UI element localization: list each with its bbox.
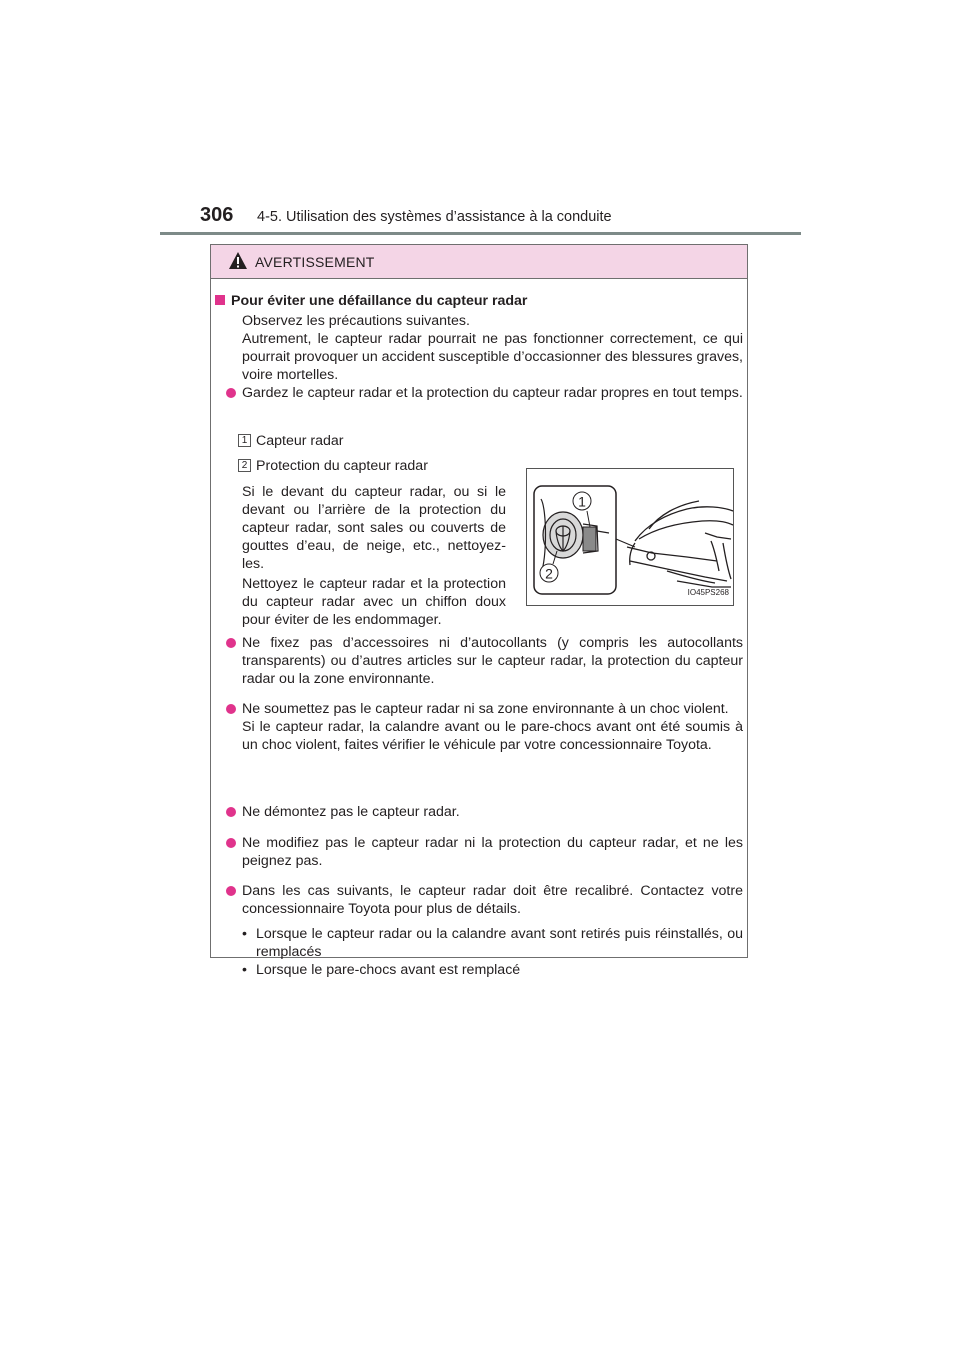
- radar-sensor-figure: [526, 468, 734, 606]
- square-bullet-icon: [215, 295, 225, 305]
- bullet-dot-icon: [226, 388, 236, 398]
- figure-label-2: 2: [545, 565, 553, 582]
- callout-label: Capteur radar: [256, 433, 344, 449]
- callout-number: 2: [238, 459, 251, 472]
- list-item: Ne fixez pas d’accessoires ni d’autocollants (y compris les autocollants transparents) ou d’autres articles sur le capteur radar, la protection du capteur radar ou la zone environnante.: [225, 634, 743, 688]
- bullet-dot-icon: [226, 838, 236, 848]
- bullet-dot-icon: [226, 704, 236, 714]
- list-item: Ne modifiez pas le capteur radar ni la protection du capteur radar, et ne les peignez pas.: [225, 834, 743, 870]
- callout-1: [238, 432, 508, 450]
- page-number: 306: [200, 204, 234, 226]
- warning-header: [211, 245, 747, 279]
- warning-box: [210, 244, 748, 978]
- figure-label-1: 1: [578, 493, 586, 510]
- list-item: Dans les cas suivants, le capteur radar doit être recalibré. Contactez votre concessionnaire Toyota pour plus de détails.: [225, 882, 743, 918]
- figure-code: IO45PS268: [687, 588, 729, 597]
- warning-triangle-icon: [228, 251, 248, 270]
- intro-text: Observez les précautions suivantes. Autrement, le capteur radar pourrait ne pas fonctionner correctement, ce qui pourrait provoquer un accident susceptible d’occasionner des blessures graves, voire mortelles.: [242, 313, 743, 383]
- section-title: 4-5. Utilisation des systèmes d’assistance à la conduite: [257, 209, 612, 225]
- bullet-dot-icon: [226, 886, 236, 896]
- list-item: Gardez le capteur radar et la protection du capteur radar propres en tout temps.: [225, 384, 743, 402]
- sub-list-item: • Lorsque le capteur radar ou la calandre avant sont retirés puis réinstallés, ou remplacés: [242, 926, 743, 960]
- header-rule: [160, 232, 801, 235]
- bullet-dot-icon: [226, 638, 236, 648]
- note-clean: Si le devant du capteur radar, ou si le devant ou l’arrière de la protection du capteur radar, sont sales ou couverts de gouttes d’eau, de neige, etc., nettoyez-les.: [242, 484, 506, 572]
- bullet-dot-icon: [226, 807, 236, 817]
- list-item: Ne démontez pas le capteur radar.: [225, 803, 743, 821]
- warning-heading: Pour éviter une défaillance du capteur radar: [215, 292, 740, 310]
- list-item: Ne soumettez pas le capteur radar ni sa zone environnante à un choc violent. Si le capteur radar, la calandre avant ou le pare-chocs avant ont été soumis à un choc violent, faites vérifier le véhicule par votre concessionnaire Toyota.: [225, 700, 743, 754]
- callout-label: Protection du capteur radar: [256, 458, 428, 474]
- sub-list-item: • Lorsque le pare-chocs avant est remplacé: [242, 962, 521, 978]
- warning-title: AVERTISSEMENT: [255, 254, 375, 270]
- callout-number: 1: [238, 434, 251, 447]
- note-cloth: Nettoyez le capteur radar et la protection du capteur radar avec un chiffon doux pour éviter de les endommager.: [242, 576, 506, 628]
- callout-2: [238, 457, 508, 475]
